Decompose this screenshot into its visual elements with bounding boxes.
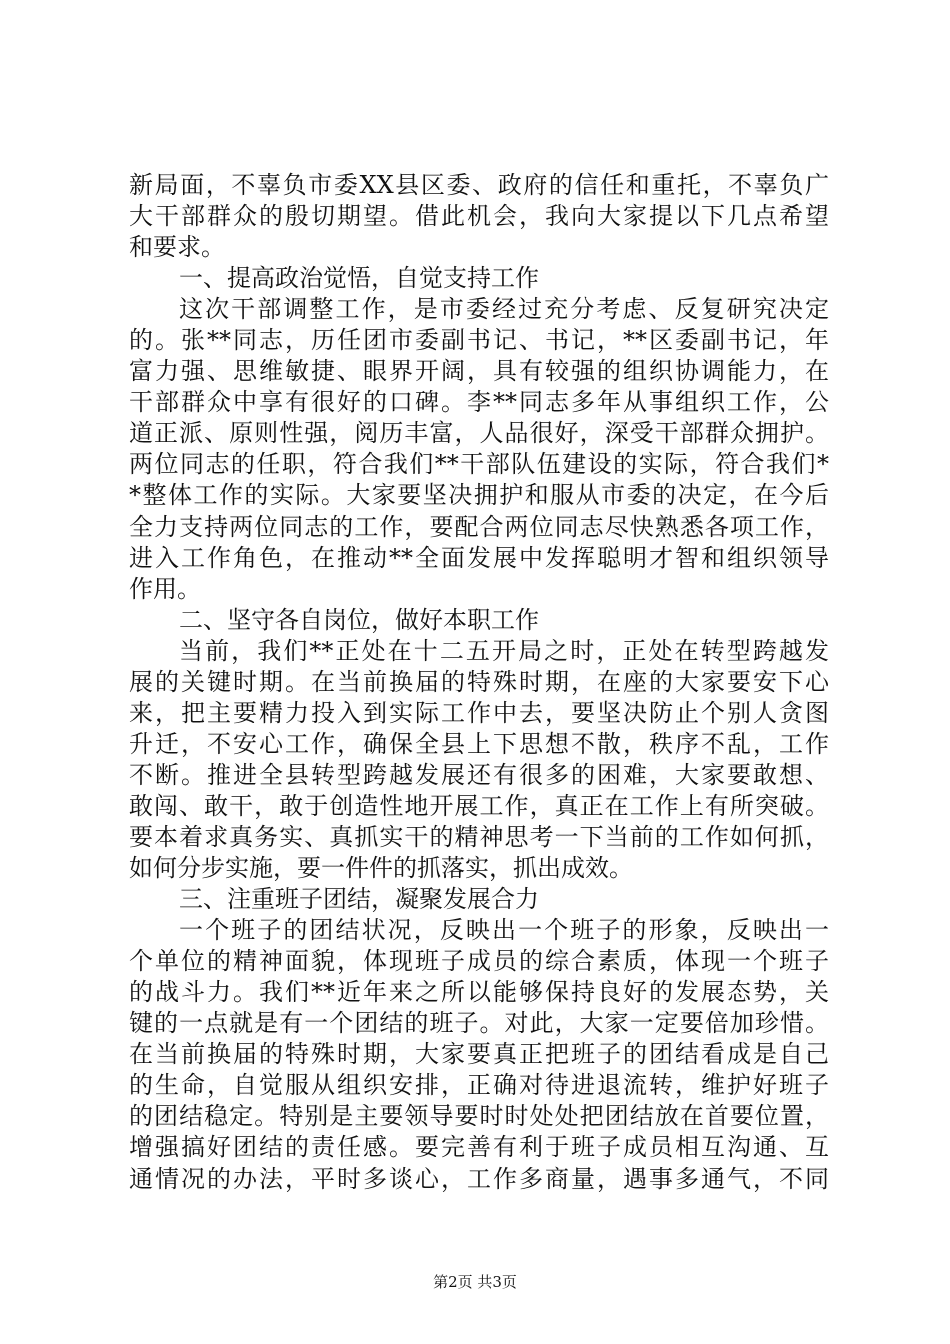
paragraph-line: *整体工作的实际。大家要坚决拥护和服从市委的决定，在今后	[129, 481, 829, 510]
paragraph-line: 的。张**同志，历任团市委副书记、书记，**区委副书记，年	[129, 326, 829, 355]
section-heading: 一、提高政治觉悟，自觉支持工作	[179, 264, 539, 293]
paragraph-line: 展的关键时期。在当前换届的特殊时期，在座的大家要安下心	[129, 667, 829, 696]
paragraph-line: 两位同志的任职，符合我们**干部队伍建设的实际，符合我们*	[129, 450, 829, 479]
paragraph-line: 要本着求真务实、真抓实干的精神思考一下当前的工作如何抓，	[129, 822, 829, 851]
document-body	[129, 170, 829, 1195]
paragraph-line: 一个班子的团结状况，反映出一个班子的形象，反映出一	[179, 916, 829, 945]
paragraph-line: 升迁，不安心工作，确保全县上下思想不散，秩序不乱，工作	[129, 729, 829, 758]
paragraph-line: 的战斗力。我们**近年来之所以能够保持良好的发展态势，关	[129, 978, 829, 1007]
paragraph-line: 不断。推进全县转型跨越发展还有很多的困难，大家要敢想、	[129, 760, 829, 789]
paragraph-line: 大干部群众的殷切期望。借此机会，我向大家提以下几点希望	[129, 202, 829, 231]
paragraph-line: 新局面，不辜负市委XX县区委、政府的信任和重托，不辜负广	[129, 171, 829, 199]
section-heading: 二、坚守各自岗位，做好本职工作	[179, 605, 539, 634]
page-footer: 第2页 共3页	[433, 1273, 517, 1291]
paragraph-line: 通情况的办法，平时多谈心，工作多商量，遇事多通气，不同	[129, 1164, 829, 1193]
paragraph-line: 进入工作角色，在推动**全面发展中发挥聪明才智和组织领导	[129, 543, 829, 572]
paragraph-line: 全力支持两位同志的工作，要配合两位同志尽快熟悉各项工作，	[129, 512, 829, 541]
paragraph-line: 在当前换届的特殊时期，大家要真正把班子的团结看成是自己	[129, 1040, 829, 1069]
paragraph-line: 的生命，自觉服从组织安排，正确对待进退流转，维护好班子	[129, 1071, 829, 1100]
paragraph-line: 作用。	[129, 574, 201, 603]
paragraph-line: 富力强、思维敏捷、眼界开阔，具有较强的组织协调能力，在	[129, 357, 829, 386]
paragraph-line: 键的一点就是有一个团结的班子。对此，大家一定要倍加珍惜。	[129, 1009, 829, 1038]
paragraph-line: 来，把主要精力投入到实际工作中去，要坚决防止个别人贪图	[129, 698, 829, 727]
paragraph-line: 当前，我们**正处在十二五开局之时，正处在转型跨越发	[179, 636, 829, 665]
section-heading: 三、注重班子团结，凝聚发展合力	[179, 885, 539, 914]
paragraph-line: 增强搞好团结的责任感。要完善有利于班子成员相互沟通、互	[129, 1133, 829, 1162]
paragraph-line: 个单位的精神面貌，体现班子成员的综合素质，体现一个班子	[129, 947, 829, 976]
paragraph-line: 和要求。	[129, 233, 225, 262]
paragraph-line: 敢闯、敢干，敢于创造性地开展工作，真正在工作上有所突破。	[129, 791, 829, 820]
paragraph-line: 的团结稳定。特别是主要领导要时时处处把团结放在首要位置，	[129, 1102, 829, 1131]
paragraph-line: 道正派、原则性强，阅历丰富，人品很好，深受干部群众拥护。	[129, 419, 829, 448]
paragraph-line: 如何分步实施，要一件件的抓落实，抓出成效。	[129, 854, 633, 883]
paragraph-line: 干部群众中享有很好的口碑。李**同志多年从事组织工作，公	[129, 388, 829, 417]
paragraph-line: 这次干部调整工作，是市委经过充分考虑、反复研究决定	[179, 295, 829, 324]
